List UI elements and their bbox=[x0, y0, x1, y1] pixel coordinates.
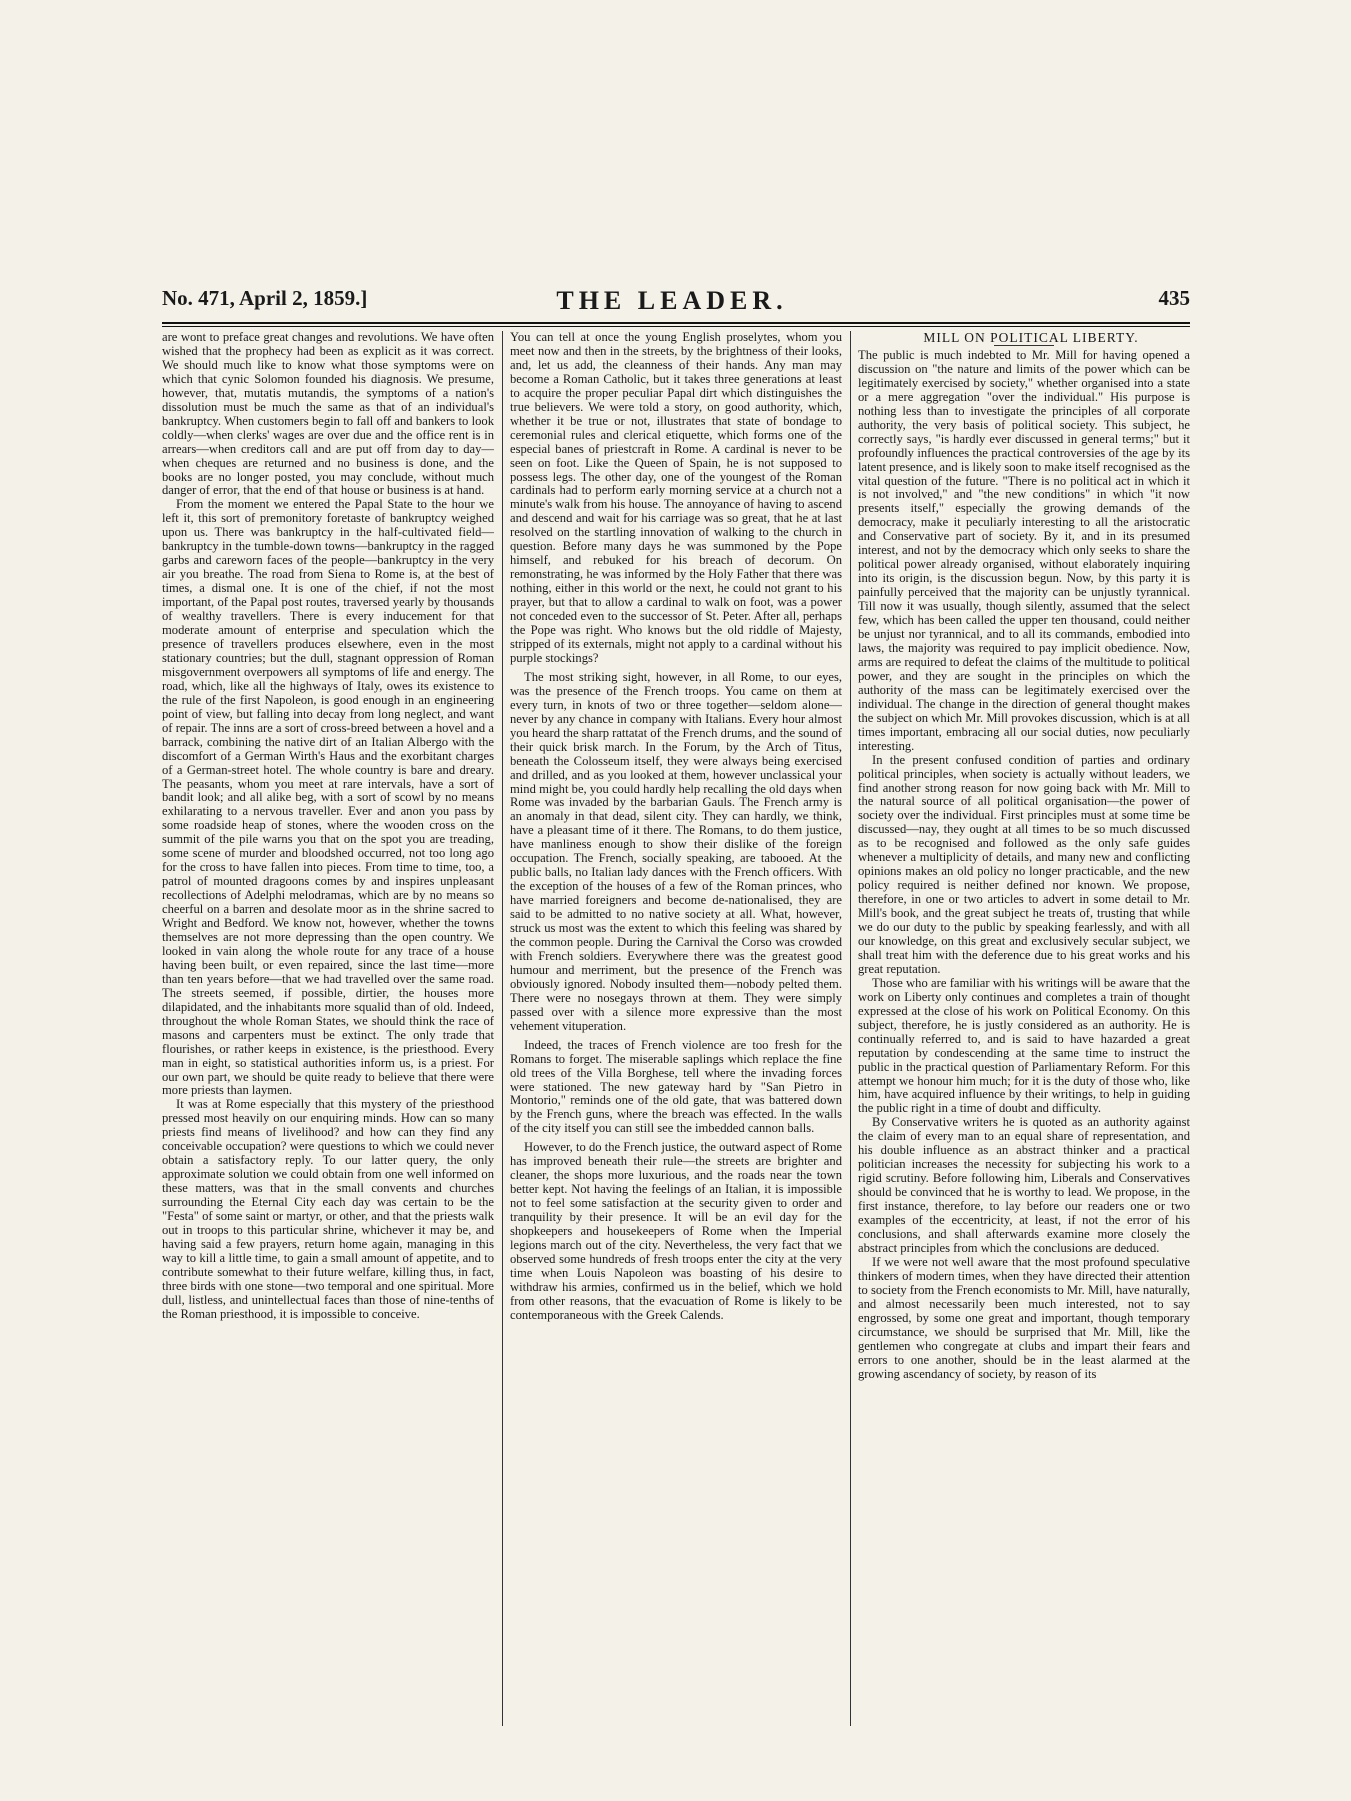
paragraph: It was at Rome especially that this mystery of the priesthood pressed most heavily on our enquiring minds. How can so many priests find means of livelihood? and how can they find any conceivable occupation? were questions to which we could never obtain a satisfactory reply. To our latter query, the only approximate solution we could obtain from one well informed on these matters, was that in the small convents and churches surrounding the Eternal City each day was certain to be the "Festa" of some saint or martyr, or other, and that the priests walk out in troops to this particular shrine, whichever it may be, and having said a few prayers, return home again, managing in this way to kill a little time, to gain a small amount of appetite, and to contribute somewhat to their future welfare, killing thus, in fact, three birds with one stone—two temporal and one spiritual. More dull, listless, and unintellectual faces than those of nine-tenths of the Roman priesthood, it is impossible to conceive. bbox=[162, 1097, 494, 1321]
paragraph: The public is much indebted to Mr. Mill for having opened a discussion on "the nature and limits of the power which can be legitimately exercised by society," whether organised into a state or a mere aggregation "over the individual." His purpose is nothing less than to investigate the principles of all corporate authority, the very basis of political society. This subject, he correctly says, "is hardly ever discussed in general terms;" but it profoundly influences the practical controversies of the age by its latent presence, and is likely soon to make itself recognised as the vital question of the future. "There is no political act in which it is not involved," and "the new conditions" in which "it now presents itself," especially the growing demands of the democracy, make it peculiarly interesting to all the aristocratic and Conservative part of society. By it, and in its presumed interest, and not by the democracy which only seeks to share the political power already organised, without elaborately inquiring into its origin, is the discussion begun. Now, by this party it is painfully perceived that the majority can be unjustly tyrannical. Till now it was usually, though silently, assumed that the select few, which has been called the upper ten thousand, could neither be unjust nor tyrannical, and to all its commands, embodied into laws, the majority was required to pay implicit obedience. Now, arms are required to defeat the claims of the multitude to political power, and they are sought in the principles on which the authority of the mass can be legitimately exercised over the individual. The change in the direction of general thought makes the subject on which Mr. Mill provokes discussion, which is at all times important, embracing all our social duties, now peculiarly interesting. bbox=[858, 347, 1190, 753]
paragraph: In the present confused condition of parties and ordinary political principles, when society is actually without leaders, we find another strong reason for now going back with Mr. Mill to the natural source of all political organisation—the power of society over the individual. First principles must at some time be discussed—nay, they ought at all times to be so much discussed as to be recognised and followed as the only safe guides whenever a multiplicity of details, and many new and conflicting opinions makes an old policy no longer practicable, and the new policy required is neither defined nor known. We propose, therefore, in one or two articles to advert in some detail to Mr. Mill's book, and the great subject he treats of, trusting that while we do our duty to the public by speaking fearlessly, and with all our knowledge, on this great and exclusively secular subject, we shall treat him with the deference due to his great works and his great reputation. bbox=[858, 752, 1190, 976]
paragraph: However, to do the French justice, the outward aspect of Rome has improved beneath their rule—the streets are brighter and cleaner, the shops more luxurious, and the roads near the town better kept. Not having the feelings of an Italian, it is impossible not to feel some satisfaction at the security given to order and tranquility by their presence. It will be an evil day for the shopkeepers and housekeepers of Rome when the Imperial legions march out of the city. Nevertheless, the very fact that we observed some hundreds of fresh troops enter the city at the very time when Louis Napoleon was boasting of his desire to withdraw his armies, confirmed us in the belief, which we hold from other reasons, that the evacuation of Rome is likely to be contemporaneous with the Greek Calends. bbox=[510, 1140, 842, 1322]
paragraph: The most striking sight, however, in all Rome, to our eyes, was the presence of the French troops. You came on them at every turn, in knots of two or three together—seldom alone—never by any chance in company with Italians. Every hour almost you heard the sharp rattatat of the French drums, and the sound of their quick brisk march. In the Forum, by the Arch of Titus, beneath the Colosseum itself, they were always being exercised and drilled, and as you looked at them, however unclassical your mind might be, you could hardly help recalling the old days when Rome was invaded by the barbarian Gauls. The French army is an anomaly in that dead, silent city. They can hardly, we think, have a pleasant time of it there. The Romans, to do them justice, have manliness enough to show their dislike of the foreign occupation. The French, socially speaking, are tabooed. At the public balls, no Italian lady dances with the French officers. With the exception of the houses of a few of the Roman princes, who have married foreigners and become de-nationalised, they are said to be admitted to no native society at all. What, however, struck us most was the extent to which this feeling was shared by the common people. During the Carnival the Corso was crowded with French soldiers. Everywhere there was the greatest good humour and merriment, but the presence of the French was obviously ignored. Nobody insulted them—nobody pelted them. There were no nosegays thrown at them. They were simply passed over with a silence more expressive than the most vehement vituperation. bbox=[510, 669, 842, 1033]
paragraph: By Conservative writers he is quoted as an authority against the claim of every man to an equal share of representation, and his double influence as an abstract thinker and a practical politician increases the necessity for subjecting his work to a rigid scrutiny. Before following him, Liberals and Conservatives should be convinced that he is worthy to lead. We propose, in the first instance, therefore, to lay before our readers one or two examples of the eccentricity, at least, if not the error of his conclusions, and shall afterwards examine more closely the abstract principles from which the conclusions are deduced. bbox=[858, 1115, 1190, 1255]
masthead bbox=[162, 286, 1190, 322]
column-2 bbox=[510, 331, 842, 1726]
page-number: 435 bbox=[1158, 286, 1190, 310]
column-3 bbox=[858, 331, 1190, 1726]
title-rule bbox=[994, 345, 1054, 346]
paragraph: You can tell at once the young English proselytes, whom you meet now and then in the streets, by the brightness of their looks, and, let us add, the cleanness of their hands. Any man may become a Roman Catholic, but it takes three generations at least to acquire the proper peculiar Papal dirt which distinguishes the true believers. We were told a story, on good authority, which, whether it be true or not, illustrates that state of bondage to ceremonial rules and clerical etiquette, which forms one of the especial banes of priestcraft in Rome. A cardinal is never to be seen on foot. Like the Queen of Spain, he is not supposed to possess legs. The other day, one of the youngest of the Roman cardinals had to perform early morning service at a church not a minute's walk from his house. The annoyance of having to ascend and descend and wait for his carriage was so great, that he at last resolved on the startling innovation of walking to the church in question. Before many days he was summoned by the Pope himself, and rebuked for his breach of decorum. On remonstrating, he was informed by the Holy Father that there was nothing, either in this world or the next, he could not grant to his prayer, but that to allow a cardinal to walk on foot, was a power not conceded even to the successor of St. Peter. After all, perhaps the Pope was right. Who knows but the old riddle of Majesty, stripped of its externals, might not apply to a cardinal without his purple stockings? bbox=[510, 331, 842, 665]
header-rule-thin bbox=[162, 326, 1190, 327]
column-divider bbox=[502, 331, 503, 1726]
paragraph: If we were not well aware that the most profound speculative thinkers of modern times, when they have directed their attention to society from the French economists to Mr. Mill, have naturally, and almost necessarily been much interested, not to say engrossed, by some one great and important, though temporary circumstance, we should be surprised that Mr. Mill, like the gentlemen who congregate at clubs and impart their fears and errors to one another, should be in the least alarmed at the growing ascendancy of society, by reason of its bbox=[858, 1254, 1190, 1381]
paragraph: Indeed, the traces of French violence are too fresh for the Romans to forget. The miserable saplings which replace the fine old trees of the Villa Borghese, tell where the invading forces were stationed. The new gateway hard by "San Pietro in Montorio," reminds one of the old gate, that was battered down by the French guns, where the breach was effected. In the walls of the city itself you can still see the imbedded cannon balls. bbox=[510, 1037, 842, 1136]
header-rule bbox=[162, 322, 1190, 324]
issue-date: No. 471, April 2, 1859.] bbox=[162, 286, 368, 310]
article-title: MILL ON POLITICAL LIBERTY. bbox=[923, 331, 1139, 345]
newspaper-title: THE LEADER. bbox=[556, 286, 788, 315]
paragraph: are wont to preface great changes and revolutions. We have often wished that the prophecy had been as explicit as it was correct. We should much like to know what those symptoms were on which that cynic Solomon founded his diagnosis. We presume, however, that, mutatis mutandis, the symptoms of a nation's dissolution must be much the same as that of an individual's bankruptcy. When customers begin to fall off and bankers to look coldly—when clerks' wages are over due and the office rent is in arrears—when creditors call and are put off from day to day—when cheques are returned and no business is done, and the books are no longer posted, you may conclude, without much danger of error, that the end of that house or business is at hand. bbox=[162, 331, 494, 498]
paragraph: Those who are familiar with his writings will be aware that the work on Liberty only continues and completes a train of thought expressed at the close of his work on Political Economy. On this subject, therefore, he is justly considered as an authority. He is continually referred to, and is said to have hazarded a great reputation by condescending at the same time to instruct the public in the practical question of Parliamentary Reform. For this attempt we honour him much; for it is the duty of those who, like him, have acquired influence by their writings, to help in guiding the public right in a time of doubt and difficulty. bbox=[858, 975, 1190, 1116]
article-columns bbox=[162, 331, 1190, 1726]
column-divider bbox=[850, 331, 851, 1726]
column-1 bbox=[162, 331, 494, 1726]
paragraph: From the moment we entered the Papal State to the hour we left it, this sort of premonitory foretaste of bankruptcy weighed upon us. There was bankruptcy in the half-cultivated field—bankruptcy in the tumble-down towns—bankruptcy in the ragged garbs and careworn faces of the people—bankruptcy in the very air you breathe. The road from Siena to Rome is, at the best of times, a dismal one. It is one of the chief, if not the most important, of the Papal post routes, traversed yearly by thousands of wealthy travellers. There is every inducement for that moderate amount of enterprise and speculation which the presence of travellers produces elsewhere, even in the most stationary countries; but the dull, stagnant oppression of Roman misgovernment overpowers all symptoms of life and energy. The road, which, like all the highways of Italy, owes its existence to the rule of the first Napoleon, is good enough in an engineering point of view, but falling into decay from long neglect, and want of repair. The inns are a sort of cross-breed between a hovel and a barrack, combining the native dirt of an Italian Albergo with the discomfort of a German Wirth's Haus and the exorbitant charges of a German-street hotel. The whole country is bare and dreary. The peasants, whom you meet at rare intervals, have a sort of bandit look; and all alike beg, with a sort of scowl by no means exhilarating to a nervous traveller. Ever and anon you pass by some roadside heap of stones, where the wooden cross on the summit of the pile warns you that on the spot you are treading, some scene of murder and bloodshed occurred, not too long ago for the cross to have fallen into pieces. From time to time, too, a patrol of mounted dragoons comes by and inspires unpleasant recollections of Adelphi melodramas, which are by no means so cheerful on a barren and desolate moor as in the shrine sacred to Wright and Bedford. We know not, however, whether the towns themselves are not more depressing than the open country. We looked in vain along the whole route for any trace of a house having been built, or even repaired, since the last time—more than ten years before—that we had travelled over the same road. The streets seemed, if possible, dirtier, the houses more dilapidated, and the inhabitants more squalid than of old. Indeed, throughout the whole Roman States, we should think the race of masons and carpenters must be extinct. The only trade that flourishes, or rather keeps in existence, is the priesthood. Every man in eight, so statistical authorities inform us, is a priest. For our own part, we should be quite ready to believe that there were more priests than laymen. bbox=[162, 497, 494, 1098]
